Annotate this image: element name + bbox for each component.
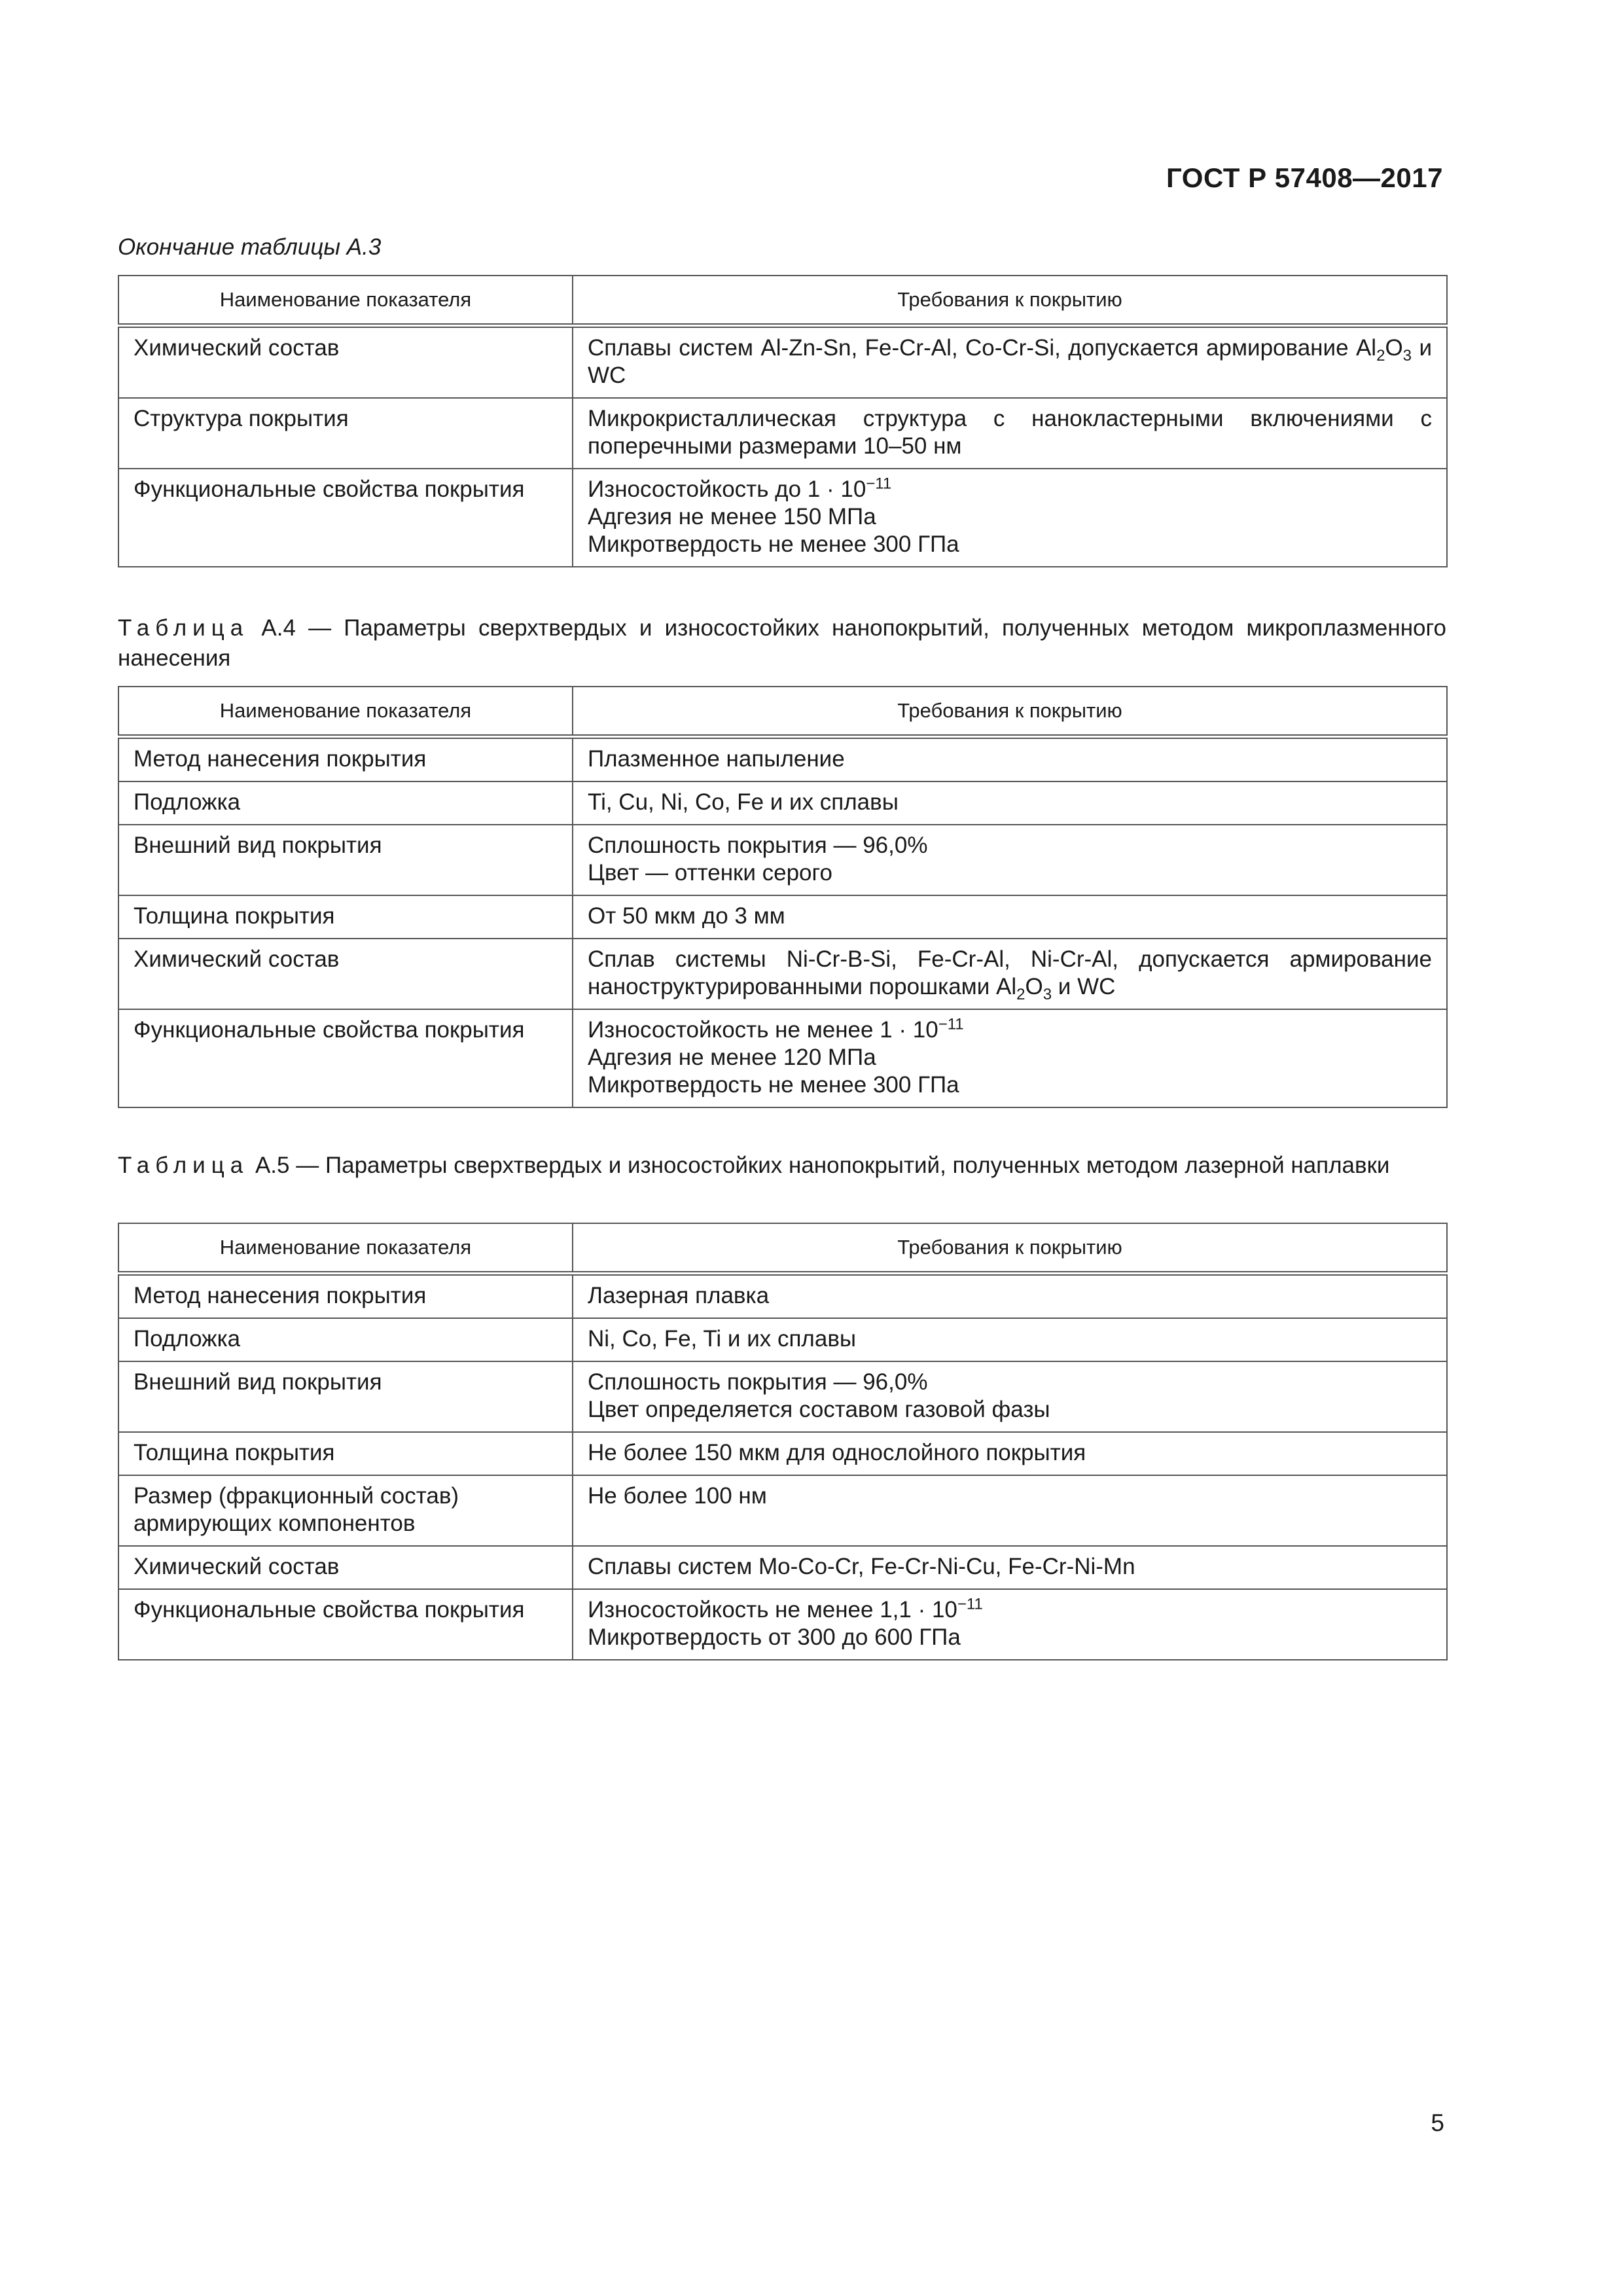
table-row	[118, 469, 1447, 567]
table-a3	[118, 275, 1448, 567]
table-row	[118, 1009, 1447, 1107]
row-label: Функциональные свойства покрытия	[118, 469, 573, 567]
row-label: Метод нанесения покрытия	[118, 1274, 573, 1319]
table-a3-caption: Окончание таблицы А.3	[118, 234, 382, 260]
row-label: Размер (фракционный состав) армирующих компонентов	[118, 1475, 573, 1546]
table-row	[118, 1589, 1447, 1660]
table-row	[118, 1274, 1447, 1319]
table-a5-caption: Таблица А.5 — Параметры сверхтвердых и износостойких нанопокрытий, полученных методом лазерной наплавки	[118, 1153, 1390, 1178]
row-label: Внешний вид покрытия	[118, 825, 573, 895]
table-row	[118, 1361, 1447, 1432]
col-header-requirement: Требования к покрытию	[573, 1223, 1447, 1274]
row-value: Износостойкость не менее $1 \cdot 10^{-11}$ Адгезия не менее 120 МПа Микротвердость не менее 300 ГПа	[573, 1009, 1447, 1107]
table-row	[118, 737, 1447, 782]
table-row	[118, 1546, 1447, 1589]
row-value: Микрокристаллическая структура с нанокластерными включениями с поперечными размерами 10–50 нм	[573, 398, 1447, 469]
col-header-requirement: Требования к покрытию	[573, 687, 1447, 737]
table-row	[118, 939, 1447, 1009]
row-label: Химический состав	[118, 1546, 573, 1589]
table-a5	[118, 1223, 1448, 1660]
row-value: Лазерная плавка	[573, 1274, 1447, 1319]
row-label: Внешний вид покрытия	[118, 1361, 573, 1432]
row-value: Сплошность покрытия — 96,0% Цвет определяется составом газовой фазы	[573, 1361, 1447, 1432]
row-value: Сплошность покрытия — 96,0% Цвет — оттенки серого	[573, 825, 1447, 895]
row-value: Не более 150 мкм для однослойного покрытия	[573, 1432, 1447, 1475]
row-label: Химический состав	[118, 326, 573, 399]
table-row	[118, 1318, 1447, 1361]
row-label: Функциональные свойства покрытия	[118, 1009, 573, 1107]
table-a4	[118, 686, 1448, 1108]
row-value: Ti, Cu, Ni, Co, Fe и их сплавы	[573, 781, 1447, 825]
row-value: От 50 мкм до 3 мм	[573, 895, 1447, 939]
row-label: Структура покрытия	[118, 398, 573, 469]
row-label: Функциональные свойства покрытия	[118, 1589, 573, 1660]
table-row	[118, 781, 1447, 825]
document-code: ГОСТ Р 57408—2017	[1166, 162, 1443, 193]
row-label: Метод нанесения покрытия	[118, 737, 573, 782]
row-label: Толщина покрытия	[118, 895, 573, 939]
table-row	[118, 398, 1447, 469]
col-header-indicator: Наименование показателя	[118, 687, 573, 737]
table-row	[118, 895, 1447, 939]
table-row	[118, 1475, 1447, 1546]
row-value: Сплав системы Ni-Cr-B-Si, Fe-Cr-Al, Ni-Cr-Al, допускается армирование наноструктурированными порошками $Al_2O_3$ и WC	[573, 939, 1447, 1009]
table-a4-caption: Таблица А.4 — Параметры сверхтвердых и износостойких нанопокрытий, полученных методом микроплазменного нанесения	[118, 615, 1446, 671]
row-label: Подложка	[118, 1318, 573, 1361]
table-row	[118, 1432, 1447, 1475]
row-value: Сплавы систем Mo-Co-Cr, Fe-Cr-Ni-Cu, Fe-Cr-Ni-Mn	[573, 1546, 1447, 1589]
row-value: Сплавы систем Al-Zn-Sn, Fe-Cr-Al, Co-Cr-Si, допускается армирование $Al_2O_3$ и WC	[573, 326, 1447, 399]
row-label: Толщина покрытия	[118, 1432, 573, 1475]
col-header-indicator: Наименование показателя	[118, 1223, 573, 1274]
col-header-requirement: Требования к покрытию	[573, 276, 1447, 326]
row-value: Ni, Co, Fe, Ti и их сплавы	[573, 1318, 1447, 1361]
page-number: 5	[1431, 2109, 1444, 2136]
row-label: Химический состав	[118, 939, 573, 1009]
table-row	[118, 326, 1447, 399]
table-row	[118, 825, 1447, 895]
row-value: Износостойкость не менее $1,1 \cdot 10^{-11}$ Микротвердость от 300 до 600 ГПа	[573, 1589, 1447, 1660]
row-value: Не более 100 нм	[573, 1475, 1447, 1546]
col-header-indicator: Наименование показателя	[118, 276, 573, 326]
row-value: Плазменное напыление	[573, 737, 1447, 782]
row-label: Подложка	[118, 781, 573, 825]
row-value: Износостойкость до $1 \cdot 10^{-11}$ Адгезия не менее 150 МПа Микротвердость не менее 300 ГПа	[573, 469, 1447, 567]
